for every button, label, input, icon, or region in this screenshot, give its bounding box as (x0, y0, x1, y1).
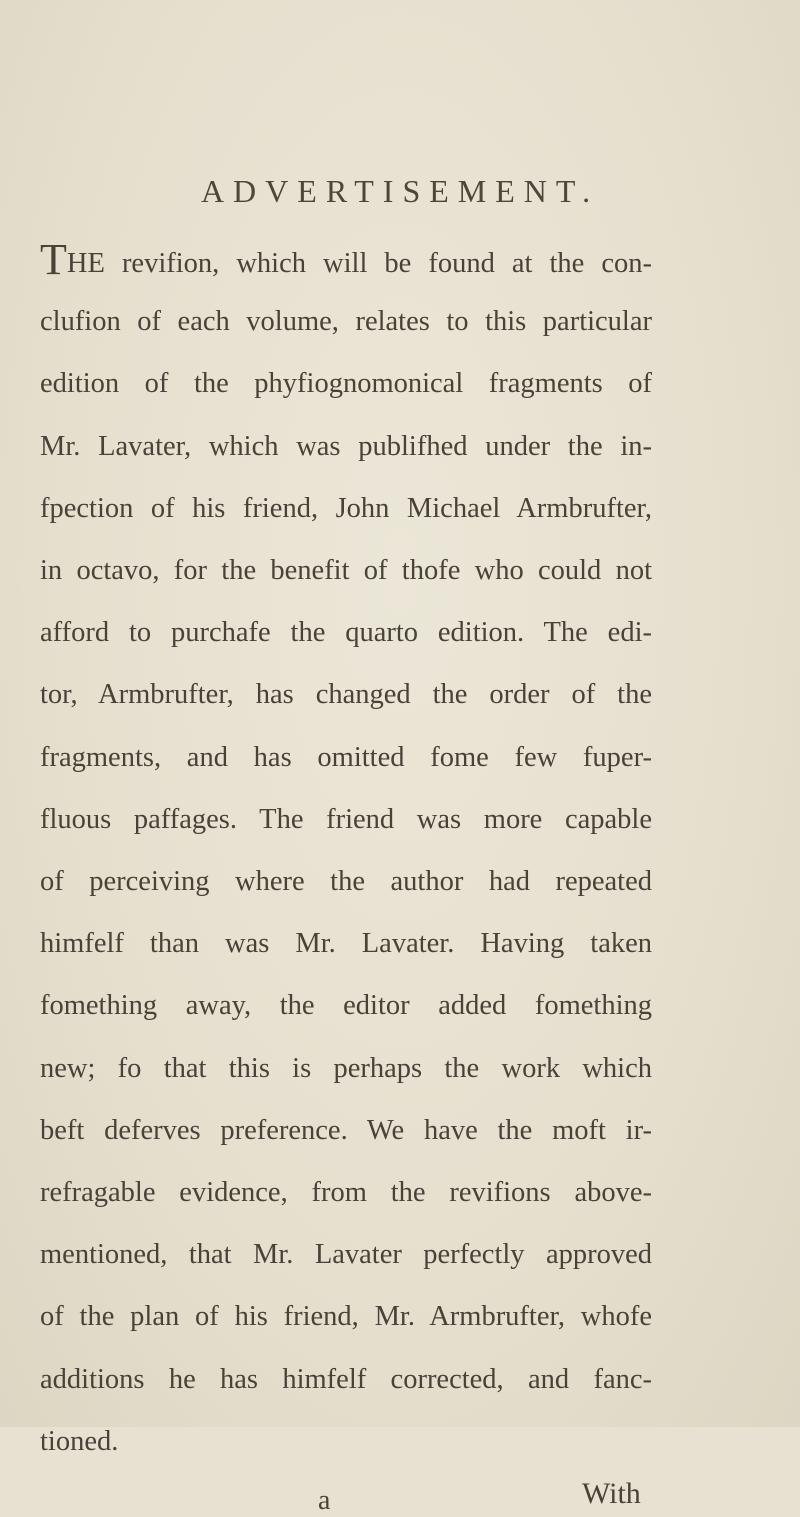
text-line-2: clufion of each volume, relates to this particular (40, 306, 652, 338)
text-line-1 (40, 235, 652, 284)
page-heading: ADVERTISEMENT. (200, 173, 600, 209)
text-line-7: afford to purchafe the quarto edition. The edi- (40, 617, 652, 649)
text-line-9: fragments, and has omitted fome few fuper- (40, 741, 652, 773)
text-line-10: fluous paffages. The friend was more capable (40, 803, 652, 835)
small-caps-word: HE (66, 248, 105, 279)
text-line-18: of the plan of his friend, Mr. Armbrufter, whofe (40, 1301, 652, 1333)
text-line-6: in octavo, for the benefit of thofe who could not (40, 555, 652, 586)
text-line-12: himfelf than was Mr. Lavater. Having taken (40, 928, 652, 960)
text-line-20: tioned. (40, 1425, 119, 1457)
text-line-14: new; fo that this is perhaps the work which (40, 1052, 652, 1084)
text-line-15: beft deferves preference. We have the moft ir- (40, 1114, 652, 1146)
signature-mark: a (318, 1484, 331, 1516)
text-line-4: Mr. Lavater, which was publifhed under the in- (40, 430, 652, 462)
drop-cap: T (40, 235, 67, 284)
text-line-3: edition of the phyfiognomonical fragments of (40, 368, 652, 400)
text-line-8: tor, Armbrufter, has changed the order of the (40, 679, 652, 711)
text-line-11: of perceiving where the author had repeated (40, 866, 652, 897)
text-line-16: refragable evidence, from the revifions above- (40, 1177, 652, 1208)
text-line-19: additions he has himfelf corrected, and fanc- (40, 1363, 652, 1395)
catchword: With (582, 1476, 641, 1510)
text-line-17: mentioned, that Mr. Lavater perfectly approved (40, 1239, 652, 1271)
text-line-13: fomething away, the editor added fomething (40, 990, 652, 1022)
first-line-text: revifion, which will be found at the con- (121, 248, 652, 279)
text-line-5: fpection of his friend, John Michael Armbrufter, (40, 492, 652, 524)
